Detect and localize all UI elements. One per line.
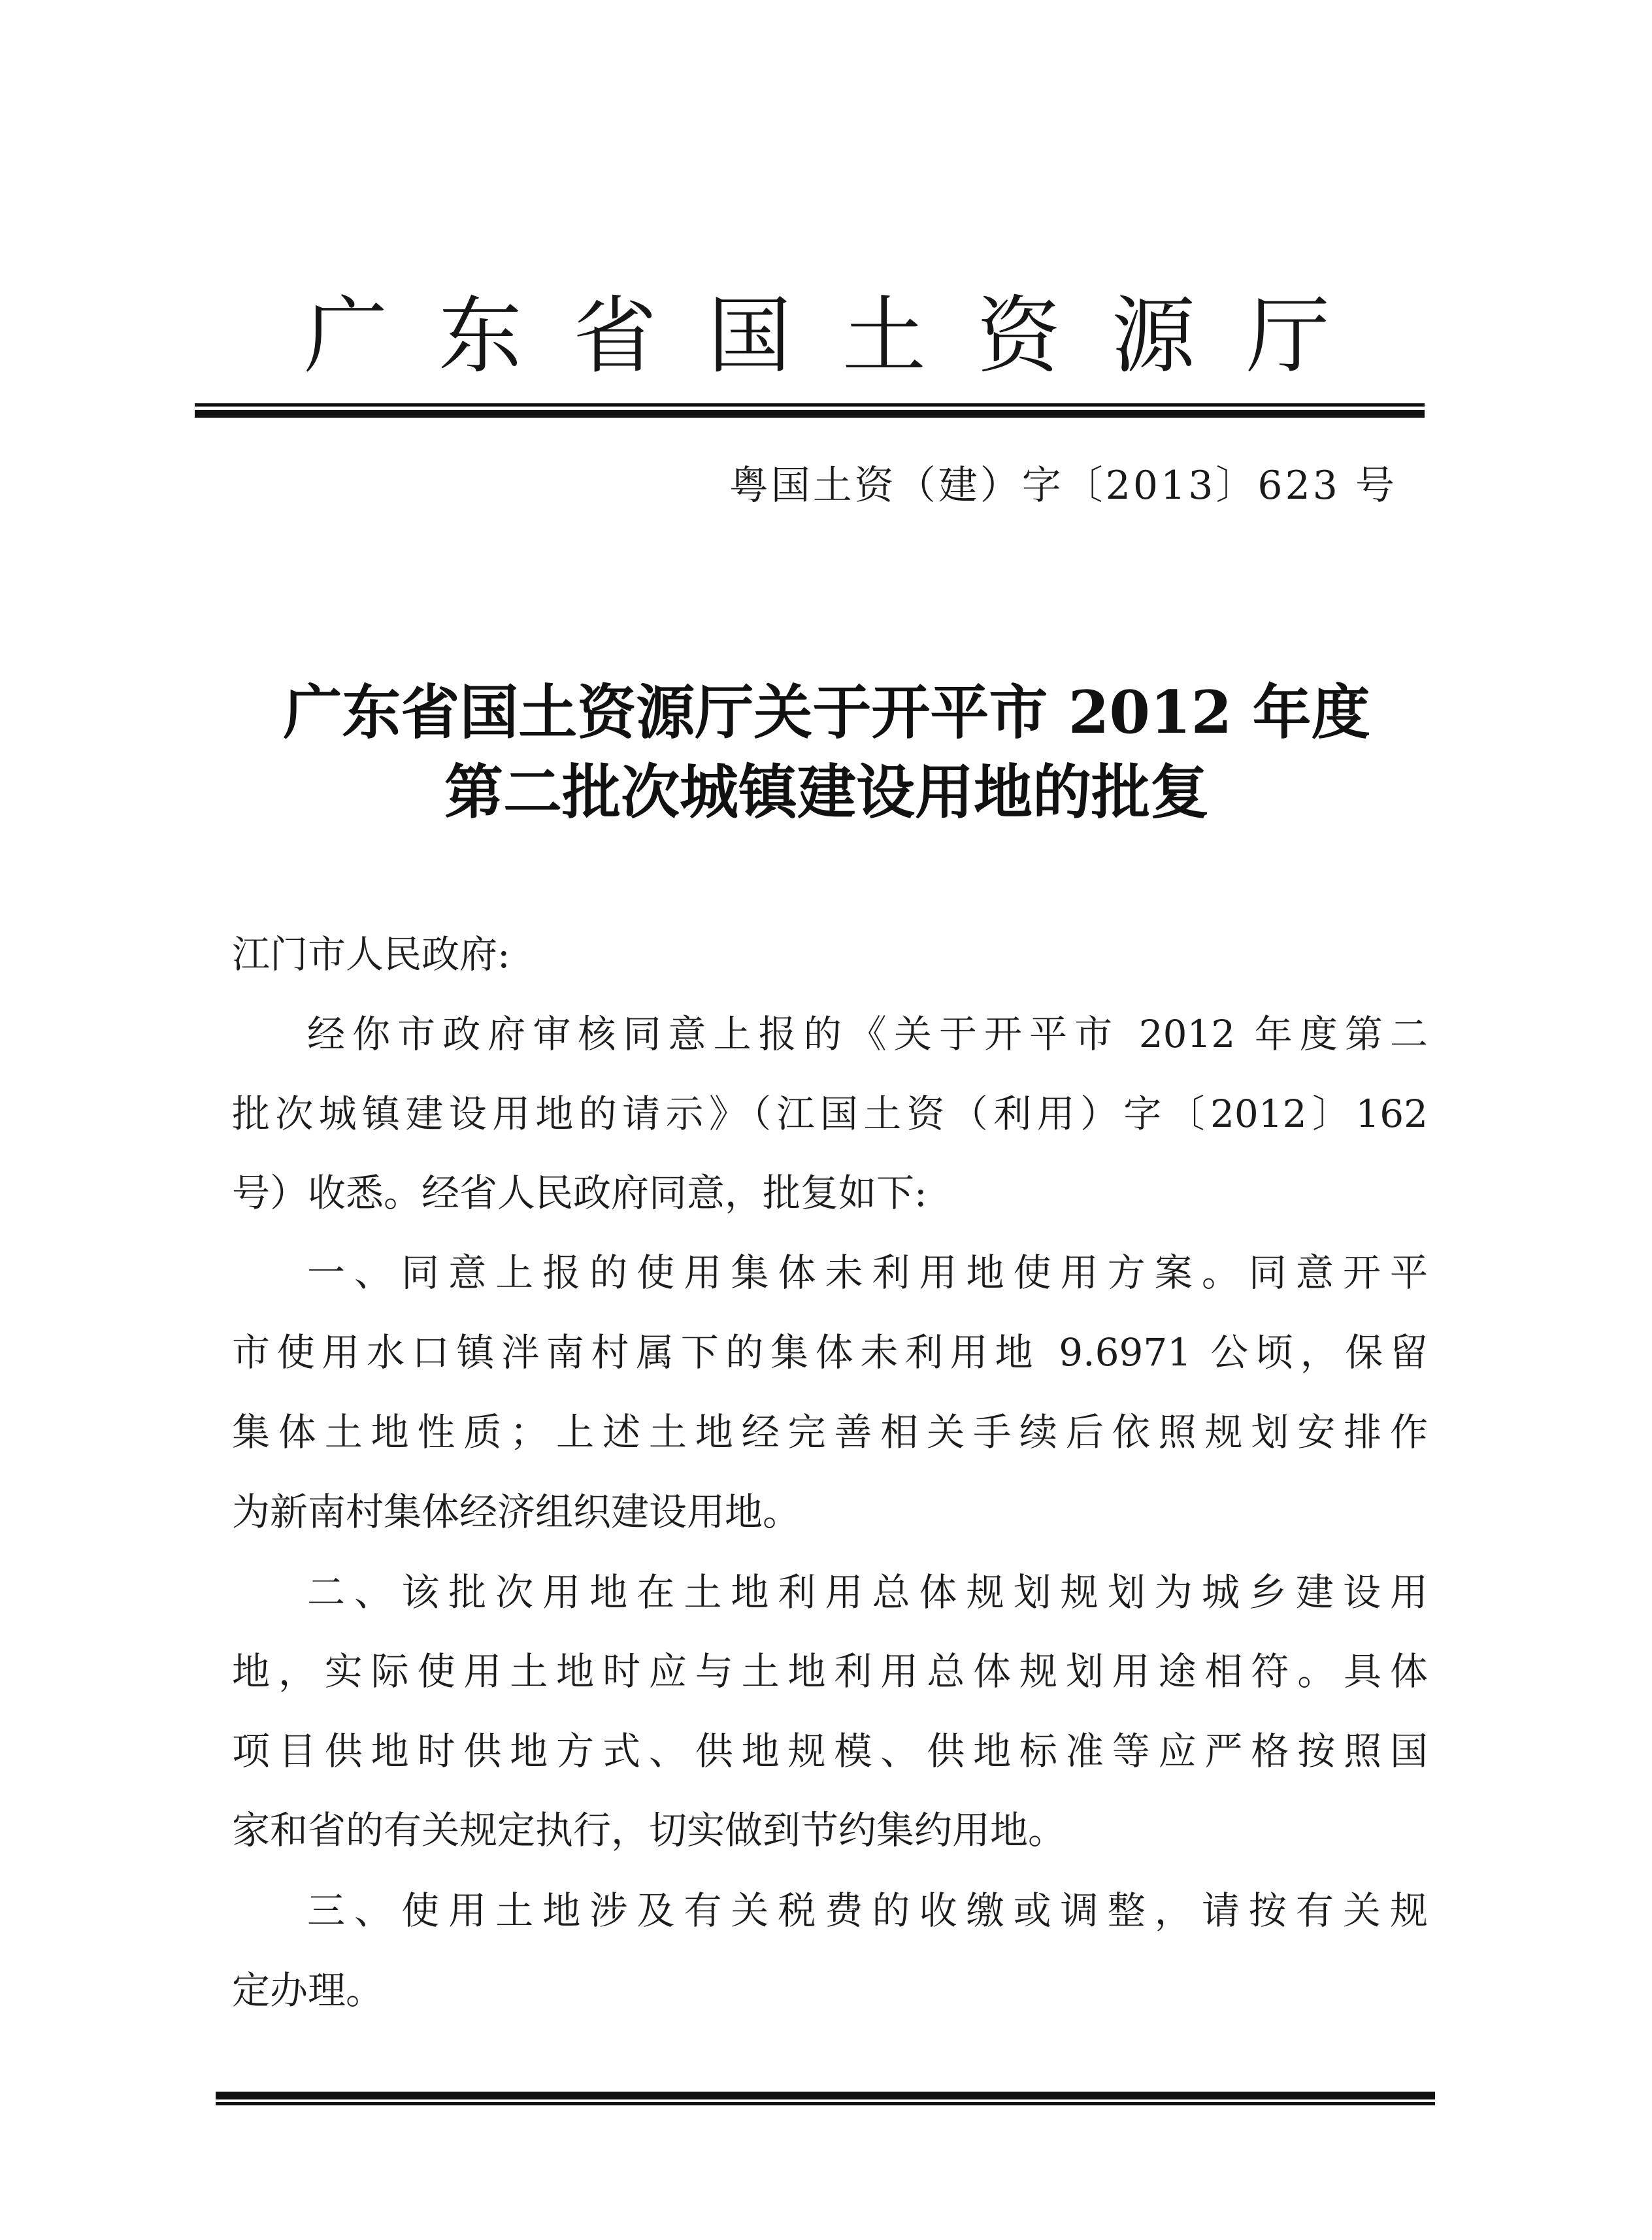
salutation: 江门市人民政府: <box>232 932 510 977</box>
header-rule-thin <box>195 403 1425 407</box>
paragraph-line: 号）收悉。经省人民政府同意，批复如下: <box>232 1171 927 1215</box>
letterhead-char: 国 <box>707 288 791 385</box>
document-title-line-1: 广东省国土资源厅关于开平市 2012 年度 <box>283 678 1370 747</box>
document-title-line-2: 第二批次城镇建设用地的批复 <box>444 758 1209 827</box>
footer-rule-thin <box>216 2102 1435 2105</box>
paragraph-line: 家和省的有关规定执行，切实做到节约集约用地。 <box>232 1808 1066 1852</box>
paragraph-line: 三、使用土地涉及有关税费的收缴或调整，请按有关规 <box>307 1888 1428 1933</box>
paragraph-line: 经你市政府审核同意上报的《关于开平市 2012 年度第二 <box>307 1012 1428 1056</box>
paragraph-line: 项目供地时供地方式、供地规模、供地标准等应严格按照国 <box>232 1729 1428 1773</box>
paragraph-line: 二、该批次用地在土地利用总体规划规划为城乡建设用 <box>307 1570 1428 1614</box>
letterhead-char: 省 <box>572 288 657 385</box>
paragraph-line: 为新南村集体经济组织建设用地。 <box>232 1490 801 1534</box>
letterhead-char: 源 <box>1111 288 1195 385</box>
paragraph-line: 批次城镇建设用地的请示》（江国土资（利用）字〔2012〕162 <box>232 1092 1428 1136</box>
paragraph-line: 市使用水口镇泮南村属下的集体未利用地 9.6971 公顷，保留 <box>232 1330 1428 1375</box>
letterhead-char: 土 <box>842 288 926 385</box>
paragraph-line: 定办理。 <box>232 1968 384 2013</box>
letterhead-char: 资 <box>976 288 1061 385</box>
paragraph-line: 地，实际使用土地时应与土地利用总体规划用途相符。具体 <box>232 1649 1428 1694</box>
document-number: 粤国土资（建）字〔2013〕623 号 <box>729 463 1397 509</box>
letterhead-title <box>196 281 1438 392</box>
header-rule-thick <box>195 410 1425 418</box>
paragraph-line: 集体土地性质；上述土地经完善相关手续后依照规划安排作 <box>232 1410 1428 1454</box>
letterhead-char: 广 <box>303 288 388 385</box>
footer-rule-thick <box>216 2092 1435 2099</box>
letterhead-char: 东 <box>438 288 522 385</box>
paragraph-line: 一、同意上报的使用集体未利用地使用方案。同意开平 <box>307 1250 1428 1295</box>
letterhead-char: 厅 <box>1246 288 1330 385</box>
